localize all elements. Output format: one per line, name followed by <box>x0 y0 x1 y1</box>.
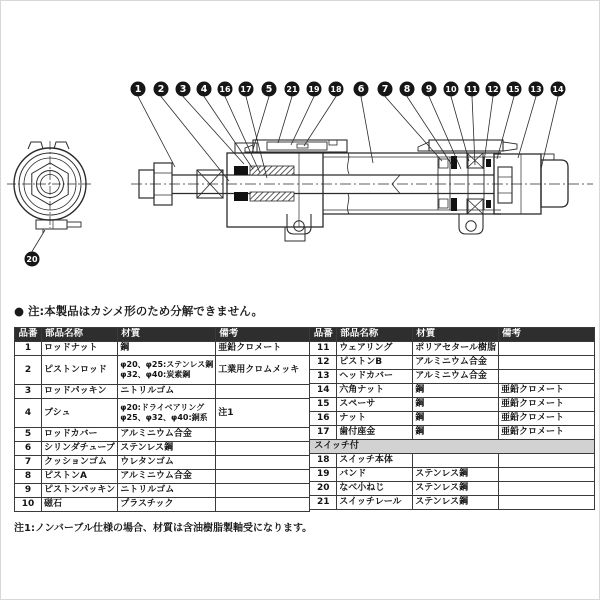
material-cell: アルミニウム合金 <box>413 356 499 370</box>
head-cover-end <box>541 160 568 207</box>
part-name-cell: ヘッドカバー <box>337 370 413 384</box>
balloon-17 <box>239 82 268 179</box>
assembly-note: ● 注:本製品はカシメ形のため分解できません。 <box>14 304 263 318</box>
table-row <box>15 356 310 385</box>
material-cell: ステンレス鋼 <box>413 482 499 496</box>
part-name-cell: 歯付座金 <box>337 426 413 440</box>
remark-cell <box>499 342 595 356</box>
material-cell <box>413 454 499 468</box>
svg-text:1: 1 <box>134 84 142 96</box>
part-no-cell: 1 <box>15 342 42 356</box>
end-view <box>7 141 93 233</box>
remark-cell <box>499 496 595 510</box>
remark-cell: 亜鉛クロメート <box>499 412 595 426</box>
remark-cell <box>499 482 595 496</box>
part-no-cell: 21 <box>310 496 337 510</box>
remark-cell <box>499 468 595 482</box>
material-cell: ウレタンゴム <box>118 456 216 470</box>
remark-cell <box>216 470 310 484</box>
part-no-cell: 19 <box>310 468 337 482</box>
material-cell: ステンレス鋼 <box>413 496 499 510</box>
balloon-3 <box>176 82 245 165</box>
material-cell: ステンレス鋼 <box>413 468 499 482</box>
part-no-cell: 5 <box>15 428 42 442</box>
part-no-cell: 12 <box>310 356 337 370</box>
table-row <box>310 356 595 370</box>
svg-text:18: 18 <box>330 85 342 95</box>
balloon-1 <box>131 82 176 168</box>
remark-cell <box>216 442 310 456</box>
svg-text:7: 7 <box>381 84 389 96</box>
part-name-cell: 磁石 <box>42 498 118 512</box>
column-header: 備考 <box>499 328 595 342</box>
cushion-rubber <box>439 159 448 168</box>
part-name-cell: ブシュ <box>42 399 118 428</box>
part-no-cell: 8 <box>15 470 42 484</box>
hex-nut <box>498 167 512 203</box>
part-no-cell: 10 <box>15 498 42 512</box>
material-cell: アルミニウム合金 <box>413 370 499 384</box>
part-name-cell: スペーサ <box>337 398 413 412</box>
material-cell: 鋼 <box>413 426 499 440</box>
svg-text:2: 2 <box>157 84 165 96</box>
remark-cell <box>216 484 310 498</box>
svg-text:16: 16 <box>219 85 231 95</box>
parts-tables <box>14 327 595 512</box>
table-row <box>15 470 310 484</box>
part-name-cell: バンド <box>337 468 413 482</box>
header-row <box>310 328 595 342</box>
material-cell: ニトリルゴム <box>118 385 216 399</box>
material-cell: ステンレス鋼 <box>118 442 216 456</box>
table-row <box>310 342 595 356</box>
part-no-cell: 11 <box>310 342 337 356</box>
balloon-10 <box>444 82 470 162</box>
svg-text:4: 4 <box>200 84 208 96</box>
material-cell: 鋼 <box>413 412 499 426</box>
remark-cell <box>499 454 595 468</box>
part-name-cell: ピストンロッド <box>42 356 118 385</box>
part-no-cell: 9 <box>15 484 42 498</box>
remark-cell: 工業用クロムメッキ <box>216 356 310 385</box>
table-row <box>15 399 310 428</box>
remark-cell: 亜鉛クロメート <box>499 426 595 440</box>
material-cell: ニトリルゴム <box>118 484 216 498</box>
balloon-20 <box>25 230 46 267</box>
part-no-cell: 7 <box>15 456 42 470</box>
part-name-cell: ウェアリング <box>337 342 413 356</box>
table-row <box>15 456 310 470</box>
column-header: 材質 <box>118 328 216 342</box>
material-cell: 鋼 <box>413 398 499 412</box>
part-name-cell: スイッチ本体 <box>337 454 413 468</box>
part-name-cell: ロッドパッキン <box>42 385 118 399</box>
svg-text:5: 5 <box>265 84 273 96</box>
part-name-cell: ロッドナット <box>42 342 118 356</box>
remark-cell <box>216 385 310 399</box>
svg-text:19: 19 <box>308 85 320 95</box>
part-no-cell: 20 <box>310 482 337 496</box>
table-row <box>310 426 595 440</box>
top-tab-left <box>28 142 43 149</box>
part-no-cell: 2 <box>15 356 42 385</box>
parts-table-right <box>309 327 595 510</box>
section-view <box>131 140 593 241</box>
material-footnote: 注1:ノンバーブル仕様の場合、材質は含油樹脂製軸受になります。 <box>14 523 313 534</box>
part-name-cell: なべ小ねじ <box>337 482 413 496</box>
column-header: 品番 <box>310 328 337 342</box>
balloon-14 <box>541 82 566 170</box>
part-name-cell: シリンダチューブ <box>42 442 118 456</box>
part-no-cell: 17 <box>310 426 337 440</box>
part-name-cell: ロッドカバー <box>42 428 118 442</box>
balloon-13 <box>518 82 544 159</box>
part-name-cell: クッションゴム <box>42 456 118 470</box>
part-no-cell: 6 <box>15 442 42 456</box>
remark-cell <box>216 498 310 512</box>
table-row <box>310 468 595 482</box>
header-row <box>15 328 310 342</box>
material-cell: アルミニウム合金 <box>118 470 216 484</box>
rod-packing <box>234 166 248 175</box>
remark-cell: 注1 <box>216 399 310 428</box>
section-label: スイッチ付 <box>310 440 595 454</box>
svg-text:8: 8 <box>403 84 411 96</box>
table-row <box>15 385 310 399</box>
column-header: 材質 <box>413 328 499 342</box>
remark-cell <box>216 456 310 470</box>
switch-screw <box>297 144 308 148</box>
svg-text:17: 17 <box>240 85 252 95</box>
table-row <box>310 454 595 468</box>
balloon-2 <box>154 82 230 182</box>
column-header: 部品名称 <box>337 328 413 342</box>
column-header: 品番 <box>15 328 42 342</box>
remark-cell: 亜鉛クロメート <box>499 398 595 412</box>
table-row <box>310 398 595 412</box>
remark-cell <box>499 370 595 384</box>
svg-text:10: 10 <box>445 85 457 95</box>
column-header: 部品名称 <box>42 328 118 342</box>
svg-text:11: 11 <box>466 85 478 95</box>
part-no-cell: 13 <box>310 370 337 384</box>
table-row <box>15 498 310 512</box>
part-no-cell: 4 <box>15 399 42 428</box>
material-cell: φ20:ドライベアリング φ25、φ32、φ40:銅系 <box>118 399 216 428</box>
switch-rail-endview <box>36 220 67 229</box>
rod-cover <box>227 153 323 227</box>
svg-text:3: 3 <box>179 84 187 96</box>
material-cell: φ20、φ25:ステンレス鋼 φ32、φ40:炭素鋼 <box>118 356 216 385</box>
remark-cell <box>499 356 595 370</box>
table-row <box>15 428 310 442</box>
bushing <box>250 166 294 175</box>
balloon-15 <box>497 82 522 160</box>
part-name-cell: スイッチレール <box>337 496 413 510</box>
remark-cell <box>216 428 310 442</box>
part-name-cell: ピストンA <box>42 470 118 484</box>
part-name-cell: ナット <box>337 412 413 426</box>
remark-cell: 亜鉛クロメート <box>499 384 595 398</box>
svg-text:15: 15 <box>508 85 520 95</box>
part-no-cell: 14 <box>310 384 337 398</box>
part-no-cell: 18 <box>310 454 337 468</box>
table-row <box>15 342 310 356</box>
svg-text:13: 13 <box>530 85 542 95</box>
table-row <box>310 496 595 510</box>
part-name-cell: ピストンパッキン <box>42 484 118 498</box>
table-row <box>310 482 595 496</box>
column-header: 備考 <box>216 328 310 342</box>
break-line <box>348 153 349 174</box>
table-row <box>310 370 595 384</box>
section-row <box>310 440 595 454</box>
material-cell: ポリアセタール樹脂 <box>413 342 499 356</box>
svg-text:9: 9 <box>425 84 433 96</box>
part-no-cell: 16 <box>310 412 337 426</box>
remark-cell: 亜鉛クロメート <box>216 342 310 356</box>
part-no-cell: 3 <box>15 385 42 399</box>
table-row <box>15 442 310 456</box>
material-cell: 鋼 <box>413 384 499 398</box>
svg-text:14: 14 <box>552 85 564 95</box>
balloon-6 <box>354 82 374 164</box>
svg-text:6: 6 <box>357 84 365 96</box>
svg-text:21: 21 <box>286 85 298 95</box>
table-row <box>310 384 595 398</box>
part-no-cell: 15 <box>310 398 337 412</box>
table-row <box>310 412 595 426</box>
material-cell: 鋼 <box>118 342 216 356</box>
table-row <box>15 484 310 498</box>
svg-text:20: 20 <box>26 255 38 265</box>
cylinder-diagram <box>1 1 600 301</box>
part-name-cell: 六角ナット <box>337 384 413 398</box>
parts-table-left <box>14 327 310 512</box>
material-cell: プラスチック <box>118 498 216 512</box>
material-cell: アルミニウム合金 <box>118 428 216 442</box>
part-name-cell: ピストンB <box>337 356 413 370</box>
svg-text:12: 12 <box>487 85 499 95</box>
